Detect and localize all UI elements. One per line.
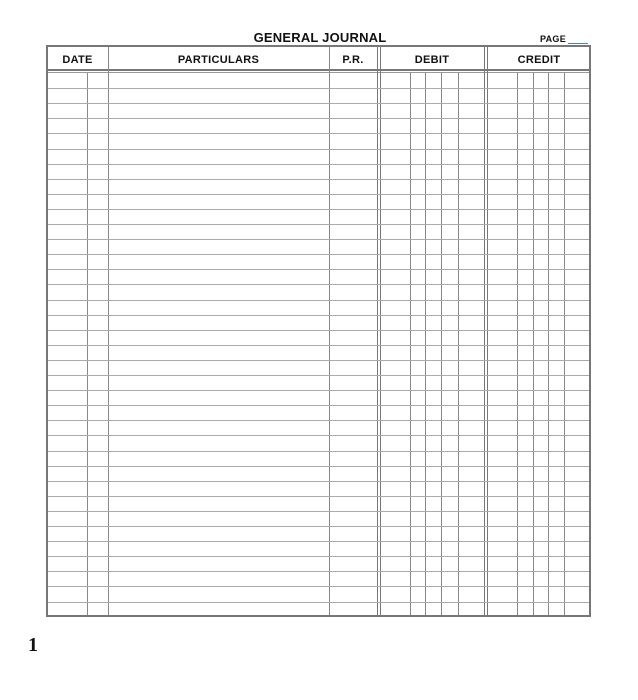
journal-row-line [48,224,589,225]
journal-row-line [48,179,589,180]
journal-row-line [48,254,589,255]
journal-row-line [48,360,589,361]
journal-row-line [48,269,589,270]
column-header-pr: P.R. [342,54,364,66]
journal-row-line [48,88,589,89]
journal-row-line [48,194,589,195]
page-number-blank[interactable] [568,43,588,44]
journal-row-line [48,118,589,119]
journal-row-line [48,284,589,285]
journal-row-line [48,511,589,512]
journal-row-line [48,300,589,301]
journal-row-line [48,481,589,482]
journal-row-line [48,420,589,421]
journal-rows [48,73,589,615]
header-divider [48,69,589,71]
journal-row-line [48,541,589,542]
journal-row-line [48,209,589,210]
journal-row-line [48,239,589,240]
journal-grid [46,45,591,617]
journal-title: GENERAL JOURNAL [253,30,387,45]
journal-row-line [48,526,589,527]
journal-row-line [48,586,589,587]
journal-row-line [48,103,589,104]
journal-row-line [48,571,589,572]
journal-row-line [48,390,589,391]
journal-row-line [48,149,589,150]
journal-row-line [48,496,589,497]
journal-row-line [48,602,589,603]
journal-row-line [48,466,589,467]
page-label: PAGE [540,34,567,44]
column-header-debit: DEBIT [414,54,450,66]
journal-row-line [48,556,589,557]
column-header-particulars: PARTICULARS [177,54,260,66]
journal-row-line [48,375,589,376]
journal-row-line [48,435,589,436]
column-header-credit: CREDIT [517,54,561,66]
journal-row-line [48,345,589,346]
journal-row-line [48,330,589,331]
journal-row-line [48,451,589,452]
journal-row-line [48,315,589,316]
journal-row-line [48,133,589,134]
page-number: 1 [28,634,38,656]
column-header-date: DATE [62,54,93,66]
journal-row-line [48,164,589,165]
journal-row-line [48,405,589,406]
